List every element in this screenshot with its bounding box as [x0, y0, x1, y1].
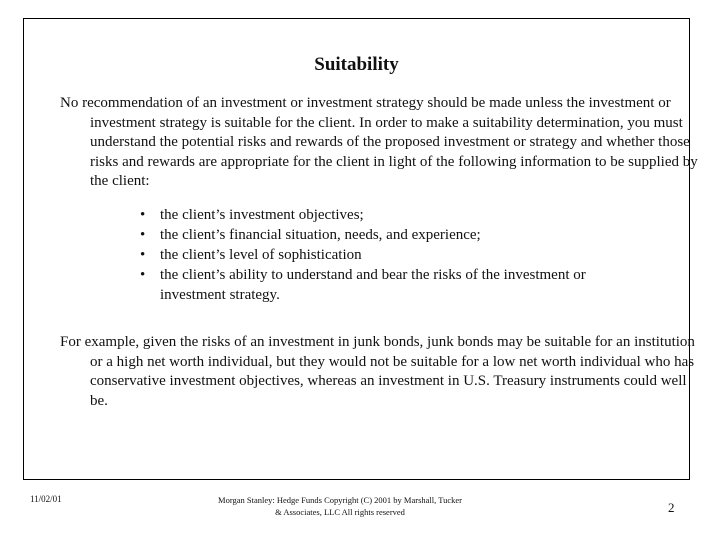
example-paragraph: For example, given the risks of an investment in junk bonds, junk bonds may be suitable for an institution or a high net worth individual, but they would not be suitable for a low net worth individual who has conservative investment objectives, whereas an investment in U.S. Treasury instruments could well be. — [60, 334, 695, 409]
page-number: 2 — [668, 500, 675, 515]
bullet-item — [140, 265, 650, 305]
slide-title: Suitability — [314, 54, 399, 75]
bullet-icon: • — [140, 207, 146, 223]
bullet-item — [140, 205, 650, 225]
footer-copyright: Morgan Stanley: Hedge Funds Copyright (C) 2001 by Marshall, Tucker & Associates, LLC All rights reserved — [218, 495, 462, 517]
bullet-text: the client’s ability to understand and bear the risks of the investment or investment strategy. — [160, 267, 586, 303]
bullet-list — [140, 205, 650, 305]
bullet-text: the client’s financial situation, needs, and experience; — [160, 227, 481, 243]
bullet-item — [140, 245, 650, 265]
intro-paragraph: No recommendation of an investment or investment strategy should be made unless the investment or investment strategy is suitable for the client. In order to make a suitability determination, you must understand the potential risks and rewards of the proposed investment or strategy and whether those risks and rewards are appropriate for the client in light of the following information to be supplied by the client: — [60, 95, 698, 189]
footer-date: 11/02/01 — [30, 494, 62, 504]
bullet-icon: • — [140, 247, 146, 263]
bullet-text: the client’s level of sophistication — [160, 247, 362, 263]
bullet-item — [140, 225, 650, 245]
bullet-text: the client’s investment objectives; — [160, 207, 364, 223]
bullet-icon: • — [140, 227, 146, 243]
bullet-icon: • — [140, 267, 146, 283]
